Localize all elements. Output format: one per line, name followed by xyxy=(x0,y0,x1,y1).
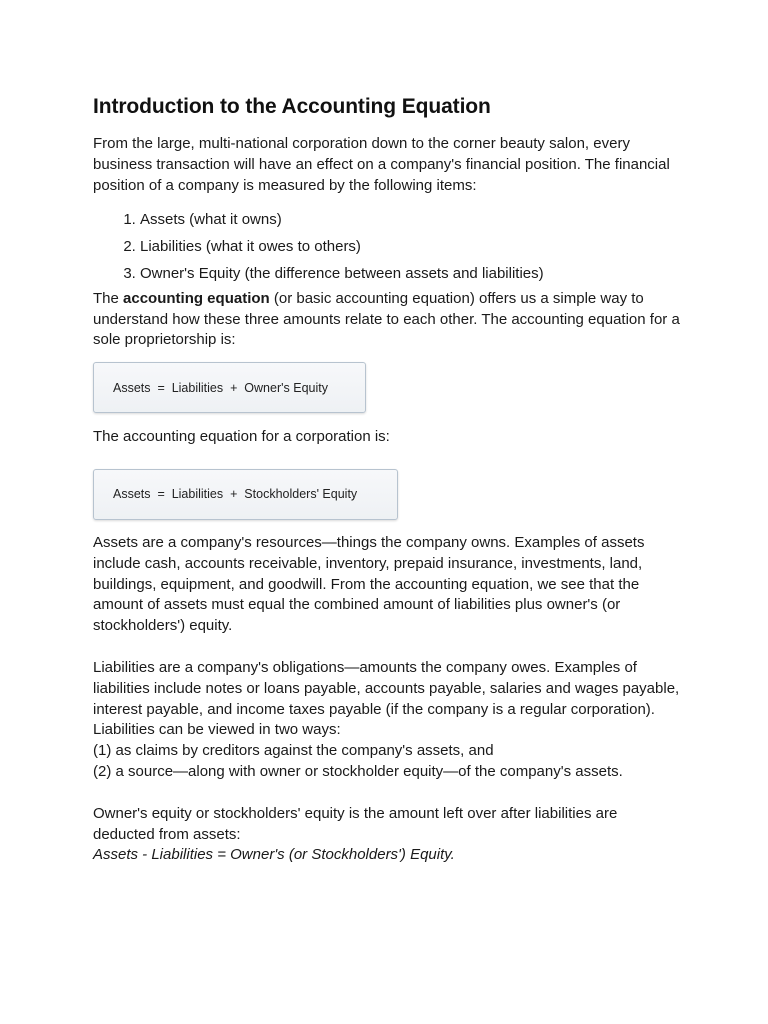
page-title: Introduction to the Accounting Equation xyxy=(93,95,491,118)
sole-proprietorship-equation-box xyxy=(93,362,366,413)
accounting-equation-term: accounting equation xyxy=(123,289,270,307)
liabilities-way-1: (1) as claims by creditors against the company's assets, and xyxy=(93,742,494,760)
financial-position-list xyxy=(93,210,683,284)
equity-paragraph: Owner's equity or stockholders' equity is the amount left over after liabilities are deducted from assets: xyxy=(93,804,618,843)
list-item: 3. Owner's Equity (the difference between assets and liabilities) xyxy=(140,264,683,285)
paragraph-lead: The xyxy=(93,289,124,307)
liabilities-way-2: (2) a source—along with owner or stockholder equity—of the company's assets. xyxy=(93,762,623,780)
document-page xyxy=(93,92,683,866)
liabilities-paragraph: Liabilities are a company's obligations—amounts the company owes. Examples of liabilities include notes or loans payable, accounts payable, salaries and wages payable, interest payable, and income taxes payable (if the company is a regular corporation). Liabilities can be viewed in two ways: xyxy=(93,658,680,739)
assets-paragraph: Assets are a company's resources—things the company owns. Examples of assets include cash, accounts receivable, inventory, prepaid insurance, investments, land, buildings, equipment, and goodwill. From the accounting equation, we see that the amount of assets must equal the combined amount of liabilities plus owner's (or stockholders') equity. xyxy=(93,533,645,635)
corporation-equation-box xyxy=(93,469,398,520)
corporation-equation: Assets = Liabilities + Stockholders' Equity xyxy=(113,487,358,502)
list-item: 1. Assets (what it owns) xyxy=(140,210,683,231)
paragraph-rest: (or basic accounting equation) offers us a simple way to understand how these three amounts relate to each other. The accounting equation for a sole proprietorship is: xyxy=(93,289,680,349)
accounting-equation-paragraph xyxy=(93,289,683,351)
corporation-intro: The accounting equation for a corporation is: xyxy=(93,428,390,446)
equity-formula-line xyxy=(93,845,683,866)
equity-formula: Assets - Liabilities = Owner's (or Stockholders') Equity. xyxy=(93,846,455,864)
intro-paragraph: From the large, multi-national corporation down to the corner beauty salon, every business transaction will have an effect on a company's financial position. The financial position of a company is measured by the following items: xyxy=(93,135,670,194)
sole-proprietorship-equation: Assets = Liabilities + Owner's Equity xyxy=(113,380,328,395)
list-item: 2. Liabilities (what it owes to others) xyxy=(140,237,683,258)
